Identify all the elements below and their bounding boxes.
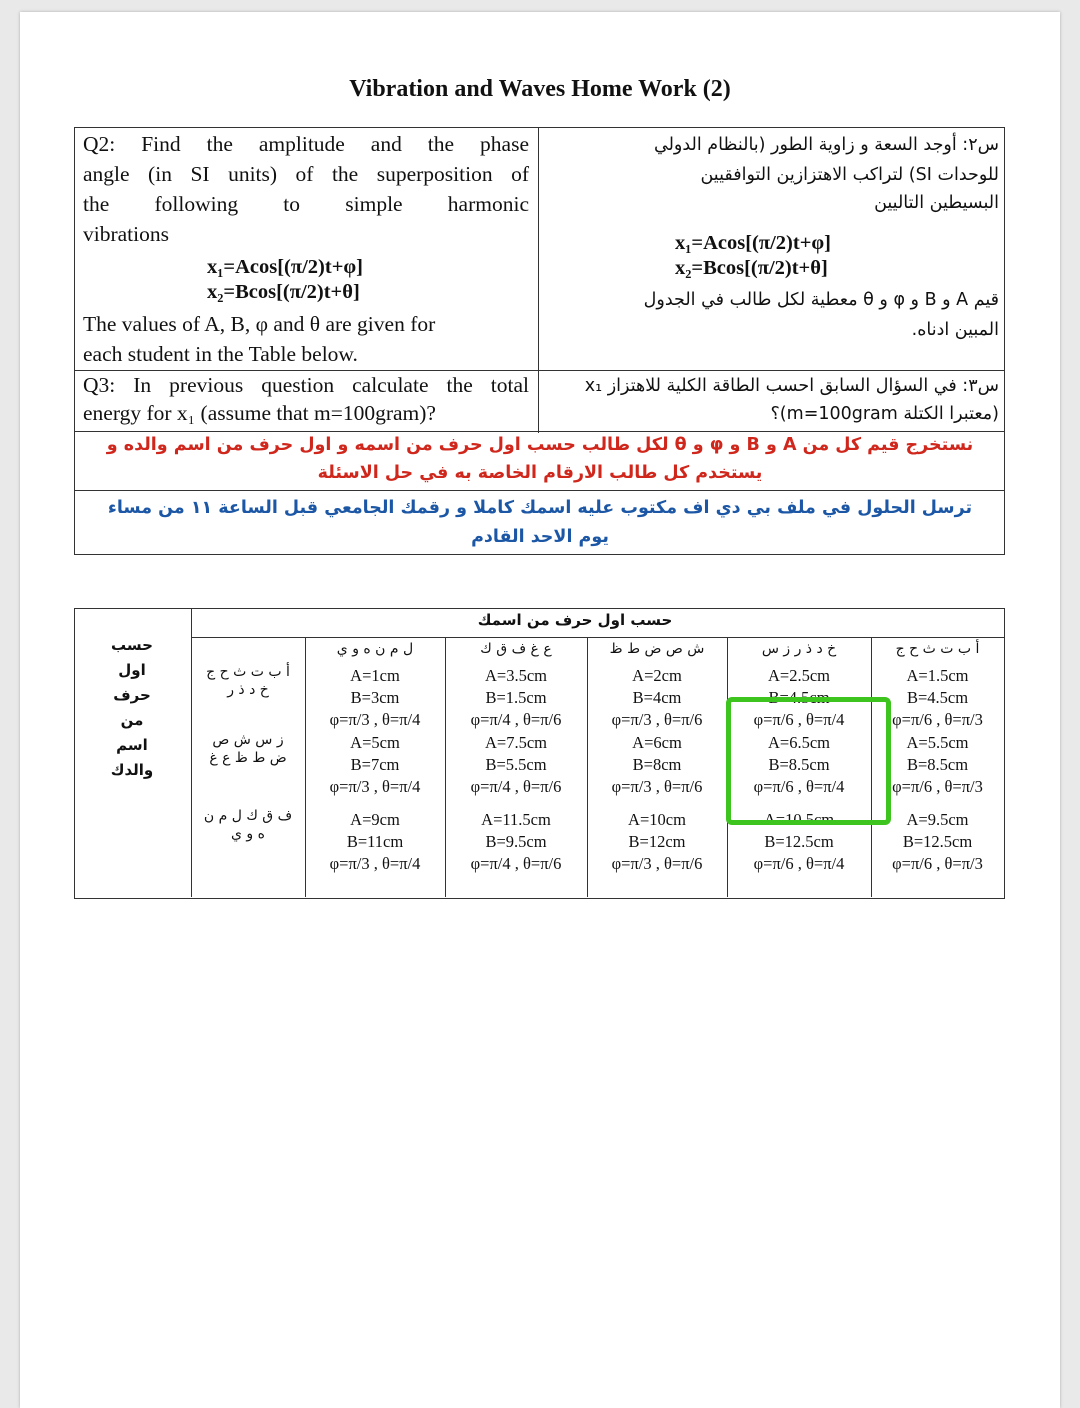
cell-value: φ=π/6 , θ=π/3	[892, 777, 983, 796]
cell-value: φ=π/6 , θ=π/4	[753, 777, 845, 796]
cell-value: φ=π/6 , θ=π/4	[753, 710, 845, 729]
q2-ar-line-2: للوحدات SI) لتراكب الاهتزازين التوافقيين	[700, 165, 999, 185]
blue-note-line-2: يوم الاحد القادم	[471, 527, 609, 547]
side-header-word: من	[120, 711, 144, 729]
red-note-line-2: يستخدم كل طالب الارقام الخاصة به في حل الاسئلة	[317, 463, 763, 483]
cell-value: B=1.5cm	[485, 688, 547, 707]
green-highlight-box	[726, 697, 891, 825]
cell-value: φ=π/4 , θ=π/6	[470, 710, 562, 729]
cell-value: φ=π/3 , θ=π/4	[329, 710, 421, 729]
q2-note-1: The values of A, B, φ and θ are given for	[83, 312, 436, 336]
table-cell	[587, 665, 727, 731]
cell-value: φ=π/3 , θ=π/6	[611, 777, 703, 796]
table-divider	[191, 609, 192, 897]
cell-value: A=10cm	[628, 810, 686, 829]
table-cell	[305, 665, 445, 731]
side-header-word: حسب	[111, 636, 153, 654]
row-letters-line: خ د ذ ر	[227, 682, 269, 698]
cell-value: B=4.5cm	[768, 688, 830, 707]
table-side-header	[75, 633, 189, 783]
cell-value: φ=π/3 , θ=π/6	[611, 710, 703, 729]
cell-value: B=5.5cm	[485, 755, 547, 774]
cell-value: B=12cm	[628, 832, 686, 851]
table-cell	[587, 809, 727, 875]
blue-note-line-1: ترسل الحلول في ملف بي دي اف مكتوب عليه اسمك كاملا و رقمك الجامعي قبل الساعة ١١ من مساء	[107, 498, 973, 518]
q2-ar-line-4: قيم A و B و φ و θ معطية لكل طالب في الجدول	[643, 290, 999, 310]
cell-value: φ=π/6 , θ=π/3	[892, 854, 983, 873]
q3-line-1: Q3: In previous question calculate the total	[83, 373, 529, 397]
cell-value: B=3cm	[350, 688, 400, 707]
cell-value: A=2cm	[632, 666, 682, 685]
q2-equation-2: x₂=Bcos[(π/2)t+θ]	[207, 281, 360, 303]
cell-value: B=8.5cm	[906, 755, 969, 774]
q2-ar-line-1: س٢: أوجد السعة و زاوية الطور (بالنظام الدولي	[654, 135, 999, 155]
side-header-word: اسم	[116, 736, 148, 754]
cell-value: B=12.5cm	[902, 832, 973, 851]
row-letters-line: ض ط ظ ع غ	[209, 750, 287, 766]
cell-value: A=3.5cm	[484, 666, 547, 685]
row-letters-line: ز س ش ص	[212, 732, 284, 748]
cell-value: B=9.5cm	[485, 832, 547, 851]
cell-value: A=6.5cm	[767, 733, 830, 752]
row-letters-line: أ ب ت ث ح ج	[206, 664, 290, 680]
questions-box	[74, 127, 1005, 555]
cell-value: B=11cm	[346, 832, 404, 851]
column-letters: أ ب ت ث ح ج	[895, 641, 980, 657]
cell-value: φ=π/4 , θ=π/6	[470, 854, 562, 873]
row-letters-line: ه و ي	[231, 826, 265, 842]
cell-value: φ=π/6 , θ=π/3	[892, 710, 983, 729]
side-header-word: حرف	[113, 686, 151, 704]
cell-value: A=9cm	[350, 810, 400, 829]
side-header-word: والدك	[110, 761, 154, 779]
table-divider	[191, 637, 1004, 638]
q2-equation-1: x₁=Acos[(π/2)t+φ]	[207, 256, 363, 278]
q3-line-2: energy for x₁ (assume that m=100gram)?	[83, 401, 436, 425]
red-note-line-1: نستخرج قيم كل من A و B و φ و θ لكل طالب حسب اول حرف من اسمه و اول حرف من اسم والده و	[106, 435, 974, 455]
cell-value: A=7.5cm	[484, 733, 547, 752]
q2-line-1: Q2: Find the amplitude and the phase	[83, 132, 529, 156]
table-cell	[587, 732, 727, 798]
cell-value: B=4cm	[632, 688, 682, 707]
cell-value: B=7cm	[350, 755, 400, 774]
table-top-header: حسب اول حرف من اسمك	[477, 611, 673, 629]
table-cell	[445, 732, 587, 798]
side-header-word: اول	[118, 661, 146, 679]
cell-value: φ=π/6 , θ=π/4	[753, 854, 845, 873]
q3-ar-line-1: س٣: في السؤال السابق احسب الطاقة الكلية للاهتزاز x₁	[584, 376, 999, 396]
cell-value: A=2.5cm	[767, 666, 830, 685]
cell-value: A=1cm	[350, 666, 400, 685]
column-letters: خ د ذ ر ز س	[761, 641, 837, 657]
cell-value: B=12.5cm	[764, 832, 834, 851]
row-letters	[193, 807, 303, 843]
q2-note-2: each student in the Table below.	[83, 342, 358, 366]
cell-value: A=11.5cm	[481, 810, 551, 829]
row-letters	[193, 663, 303, 699]
cell-value: A=1.5cm	[906, 666, 969, 685]
q2-ar-line-5: المبين ادناه.	[911, 320, 999, 340]
q2-ar-equation-2: x₂=Bcos[(π/2)t+θ]	[675, 257, 828, 279]
q2-line-2: angle (in SI units) of the superposition of	[83, 162, 529, 186]
column-letters: ش ص ض ط ظ	[609, 641, 705, 657]
table-cell	[445, 665, 587, 731]
row-letters-line: ف ق ك ل م ن	[203, 808, 293, 824]
note-divider	[75, 490, 1004, 491]
cell-value: A=6cm	[632, 733, 682, 752]
page-title: Vibration and Waves Home Work (2)	[349, 76, 731, 102]
cell-value: φ=π/4 , θ=π/6	[470, 777, 562, 796]
q2-ar-equation-1: x₁=Acos[(π/2)t+φ]	[675, 232, 831, 254]
column-letters: ل م ن ه و ي	[336, 641, 414, 657]
cell-value: B=4.5cm	[906, 688, 969, 707]
cell-value: B=8.5cm	[768, 755, 830, 774]
cell-value: A=5.5cm	[906, 733, 969, 752]
cell-value: B=8cm	[632, 755, 682, 774]
cell-value: A=9.5cm	[906, 810, 969, 829]
cell-value: φ=π/3 , θ=π/4	[329, 854, 421, 873]
row-letters	[193, 731, 303, 767]
cell-value: A=10.5cm	[763, 810, 835, 829]
cell-value: φ=π/3 , θ=π/4	[329, 777, 421, 796]
q2-line-4: vibrations	[83, 222, 169, 246]
table-cell	[445, 809, 587, 875]
cell-value: A=5cm	[350, 733, 400, 752]
table-cell	[305, 809, 445, 875]
q2-line-3: the following to simple harmonic	[83, 192, 529, 216]
q2-ar-line-3: البسيطين التاليين	[874, 193, 999, 213]
column-divider	[538, 128, 539, 433]
q3-ar-line-2: (معتبرا الكتلة m=100gram)؟	[770, 404, 999, 424]
cell-value: φ=π/3 , θ=π/6	[611, 854, 703, 873]
table-cell	[305, 732, 445, 798]
column-letters: ع غ ف ق ك	[480, 641, 552, 657]
